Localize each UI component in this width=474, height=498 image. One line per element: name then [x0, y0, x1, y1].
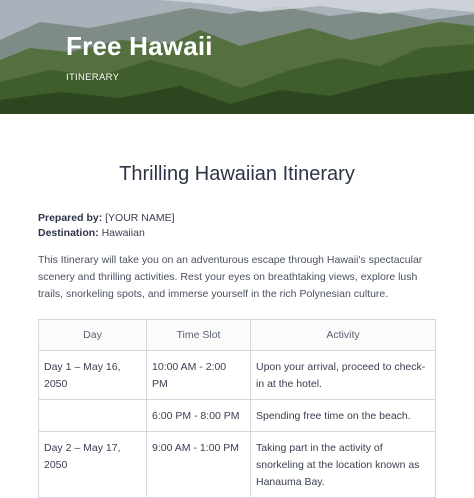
cell-activity: Upon your arrival, proceed to check-in at the hotel. — [251, 351, 436, 400]
cell-time: 10:00 AM - 2:00 PM — [147, 351, 251, 400]
cell-time: 6:00 PM - 8:00 PM — [147, 400, 251, 432]
prepared-by-line: Prepared by: [YOUR NAME] — [38, 212, 175, 224]
cell-day: Day 1 – May 16, 2050 — [39, 351, 147, 400]
table-header-row — [39, 320, 436, 351]
table-row — [39, 400, 436, 432]
hero-title: Free Hawaii — [66, 31, 213, 61]
cell-day — [39, 400, 147, 432]
destination-label: Destination — [38, 227, 96, 239]
intro-paragraph: This Itinerary will take you on an adventurous escape through Hawaii's spectacular scenery and thrilling activities. Rest your eyes on breathtaking views, explore lush trails, snorkeling spots, and immerse yourself in the rich Polynesian culture. — [38, 254, 423, 300]
table-row — [39, 432, 436, 498]
destination-value: Hawaiian — [98, 227, 145, 239]
hero-banner — [0, 0, 474, 114]
prepared-by-label: Prepared by — [38, 212, 99, 224]
prepared-by-value: [YOUR NAME] — [102, 212, 175, 224]
hero-subtitle: ITINERARY — [66, 72, 120, 83]
cell-activity: Spending free time on the beach. — [251, 400, 436, 432]
destination-line: Destination: Hawaiian — [38, 227, 145, 239]
header-day: Day — [39, 320, 147, 351]
cell-time: 9:00 AM - 1:00 PM — [147, 432, 251, 498]
header-activity: Activity — [251, 320, 436, 351]
cell-day: Day 2 – May 17, 2050 — [39, 432, 147, 498]
cell-activity: Taking part in the activity of snorkeling at the location known as Hanauma Bay. — [251, 432, 436, 498]
table-row — [39, 351, 436, 400]
header-time-slot: Time Slot — [147, 320, 251, 351]
document-meta — [38, 211, 175, 241]
document-title: Thrilling Hawaiian Itinerary — [119, 163, 355, 185]
itinerary-table — [38, 319, 436, 498]
